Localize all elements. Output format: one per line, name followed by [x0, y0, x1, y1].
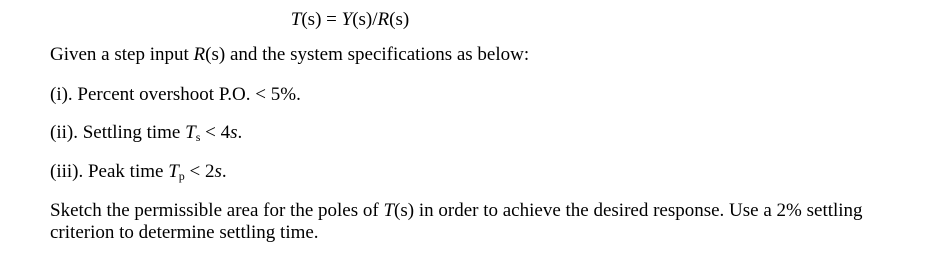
intro-R: R: [193, 44, 206, 65]
spec2-subscript: s: [195, 130, 201, 144]
spec2-unit: s: [230, 122, 238, 143]
spec-settling-time: [50, 122, 242, 148]
task-post: in order to achieve the desired response. Use a 2% settling criterion to determine settling time.: [50, 200, 863, 243]
spec3-pre: (iii). Peak time: [50, 161, 169, 182]
eq-R: R: [377, 9, 390, 30]
spec3-mid: < 2: [184, 161, 215, 182]
task-T: T: [383, 200, 395, 221]
spec3-subscript: p: [178, 169, 185, 183]
spec-percent-overshoot: [50, 84, 301, 106]
spec2-end: .: [237, 122, 243, 143]
spec1-text: (i). Percent overshoot P.O. < 5%.: [50, 84, 301, 105]
intro-post: and the system specifications as below:: [225, 44, 530, 65]
spec2-symbol: T: [185, 122, 196, 143]
eq-part-2: (s)/: [352, 9, 378, 30]
eq-part-3: (s): [389, 9, 410, 30]
eq-Y: Y: [341, 9, 353, 30]
spec3-end: .: [221, 161, 227, 182]
spec3-unit: s: [214, 161, 222, 182]
spec2-mid: < 4: [200, 122, 231, 143]
spec-peak-time: [50, 161, 227, 187]
intro-pre: Given a step input: [50, 44, 194, 65]
spec2-pre: (ii). Settling time: [50, 122, 186, 143]
eq-part-1: (s) =: [301, 9, 342, 30]
intro-sentence: [50, 44, 529, 66]
task-pre: Sketch the permissible area for the poles of: [50, 200, 384, 221]
intro-arg: (s): [205, 44, 226, 65]
spec3-symbol: T: [168, 161, 179, 182]
task-arg: (s): [394, 200, 415, 221]
eq-T: T: [290, 9, 302, 30]
task-paragraph: [50, 200, 895, 244]
transfer-function-equation: [0, 9, 700, 31]
